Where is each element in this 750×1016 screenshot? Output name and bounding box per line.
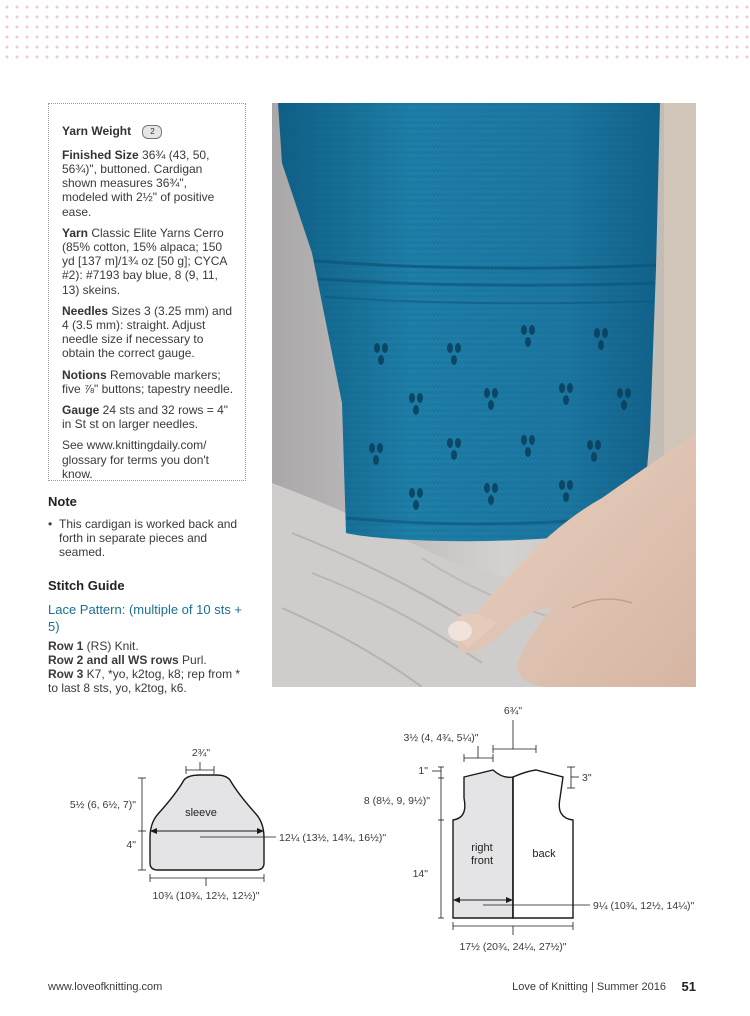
sleeve-lower-height-label: 4" [126,839,136,851]
yarn-spec [62,226,235,297]
sleeve-schematic [70,747,387,902]
glossary-text: See www.knittingdaily.com/ glossary for terms you don't know. [62,438,210,481]
page-footer [48,979,696,995]
body-schematic [364,705,695,953]
front-width-label: 9¼ (10¾, 12½, 14¼)" [593,900,695,912]
page-number: 51 [681,979,696,994]
stitch-guide-heading: Stitch Guide [48,578,125,593]
neck-depth-label: 1" [418,765,428,777]
instructions-column [48,495,253,695]
gauge-text: 24 sts and 32 rows = 4" in St st on larger needles. [62,403,229,432]
neck-width-label: 6¾" [503,705,523,717]
right-front-label-line-2: front [470,855,494,867]
shoulder-drop-label: 3" [582,772,592,784]
side-length-label: 14" [412,868,428,880]
row-1-text: (RS) Knit. [83,639,139,653]
lace-pattern-title: Lace Pattern: (multiple of 10 sts + 5) [48,602,243,634]
magazine-issue: | Summer 2016 [587,981,666,993]
row-3-text: K7, *yo, k2tog, k8; rep from * to last 8 sts, yo, k2tog, k6. [48,667,241,695]
row-1 [48,639,253,653]
yarn-text: Classic Elite Yarns Cerro (85% cotton, 15% alpaca; 150 yd [137 m]/1¾ oz [50 g]; CYCA #2): #7193 bay blue, 8 (9, 11, 13) skeins. [62,225,227,297]
finished-size-text: 36¾ (43, 50, 56¾)", buttoned. Cardigan shown measures 36¾", modeled with 2½" of positive ease. [62,147,215,219]
needles-spec [62,304,235,361]
back-label: back [532,848,556,860]
sleeve-bottom-width-label: 10¾ (10¾, 12½, 12½)" [152,890,260,902]
yarn-weight-line [62,124,235,139]
schematic-drawings [0,690,750,970]
finished-size-spec [62,148,235,219]
magazine-name: Love of Knitting [512,981,588,993]
notions-text: Removable markers; five ⅞" buttons; tapestry needle. [62,367,234,396]
back-width-label: 17½ (20¾, 24¼, 27½)" [459,941,567,953]
armhole-depth-label: 8 (8½, 9, 9½)" [363,795,430,807]
needles-text: Sizes 3 (3.25 mm) and 4 (3.5 mm): straight. Adjust needle size if necessary to obtain the correct gauge. [62,303,233,361]
sleeve-top-width-label: 2¾" [191,747,211,759]
note-heading: Note [48,494,77,509]
row-2-text: Purl. [178,653,207,667]
notions-label: Notions [62,367,107,382]
gauge-spec [62,403,235,431]
schematics [0,690,750,970]
row-2-label: Row 2 and all WS rows [48,653,179,667]
yarn-weight-icon: 2 [142,125,162,139]
footer-url[interactable]: www.loveofknitting.com [48,981,163,993]
right-front-label-line-1: right [471,842,493,854]
row-1-label: Row 1 [48,639,84,653]
note-item: • This cardigan is worked back and forth in separate pieces and seamed. [48,517,253,559]
sleeve-upper-width-label: 12¼ (13½, 14¾, 16½)" [279,832,387,844]
yarn-label: Yarn [62,225,89,240]
polka-dot-header-band [0,0,750,62]
row-2 [48,653,253,667]
finished-size-label: Finished Size [62,147,139,162]
shoulder-width-label: 3½ (4, 4¾, 5¼)" [403,732,479,744]
sleeve-cap-height-label: 5½ (6, 6½, 7)" [69,799,136,811]
notions-spec [62,368,235,396]
sweater-photo [272,103,696,687]
footer-magazine [512,981,666,993]
sleeve-label: sleeve [185,807,217,819]
yarn-weight-label: Yarn Weight [62,124,132,138]
row-3-label: Row 3 [48,667,84,681]
gauge-label: Gauge [62,403,100,418]
sweater-illustration [272,103,696,687]
needles-label: Needles [62,303,109,318]
specs-box [48,103,246,481]
